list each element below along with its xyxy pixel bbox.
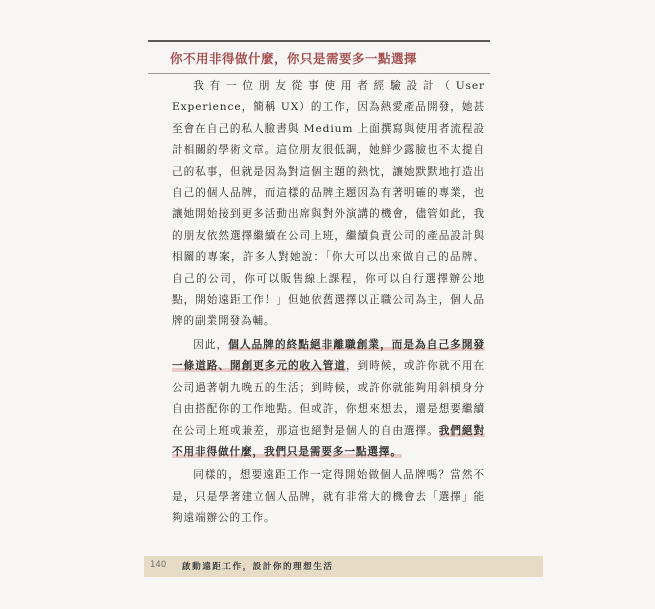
highlighted-text: 我們絕對不用非得做什麼，我們只是需要多一點選擇。 — [172, 424, 485, 458]
heading-top-rule — [148, 40, 490, 42]
section-heading: 你不用非得做什麼，你只是需要多一點選擇 — [170, 51, 418, 66]
body-text — [172, 76, 485, 530]
paragraph — [172, 465, 485, 529]
highlighted-text: 個人品牌的終點絕非離職創業，而是為自己多開發一條道路、開創更多元的收入管道 — [172, 338, 485, 373]
paragraph-text: 同樣的，想要遠距工作一定得開始做個人品牌嗎？當然不是，只是學著建立個人品牌，就有非常大的機會去「選擇」能夠遠端辦公的工作。 — [172, 469, 485, 525]
paragraph — [172, 76, 485, 333]
heading-bottom-rule — [148, 73, 490, 74]
page-number: 140 — [150, 560, 167, 570]
book-title: 啟動遠距工作，設計你的理想生活 — [182, 562, 334, 572]
paragraph — [172, 335, 485, 463]
paragraph-text: 因此， — [193, 338, 229, 351]
running-footer — [144, 556, 543, 577]
paragraph-text: ，到時候，或許你就不用在公司過著朝九晚五的生活；到時候，或許你就能夠用斜槓身分自由搭配你的工作地點。但或許，你想來想去，還是想要繼續在公司上班或兼差，那這也絕對是個人的自由選擇。 — [172, 360, 485, 437]
paragraph-text: 我有一位朋友從事使用者經驗設計（User Experience，簡稱 UX）的工作，因為熱愛產品開發，她甚至會在自己的私人臉書與 Medium 上面撰寫與使用者流程設計相關的學術文章。這位朋友很低調，她鮮少露臉也不太提自己的私事，但就是因為對這個主題的熱忱，讓她默默地打造出自己的個人品牌，而這樣的品牌主題因為有著明確的專業，也讓她開始接到更多活動出席與對外演講的機會，儘管如此，我的朋友依然選擇繼續在公司上班，繼續負責公司的產品設計與相關的專案，許多人對她說：「你大可以出來做自己的品牌、自己的公司，你可以販售線上課程，你可以自行選擇辦公地點，開始遠距工作！」但她依舊選擇以正職公司為主，個人品牌的副業開發為輔。 — [172, 80, 485, 328]
section-heading-block — [148, 40, 490, 74]
